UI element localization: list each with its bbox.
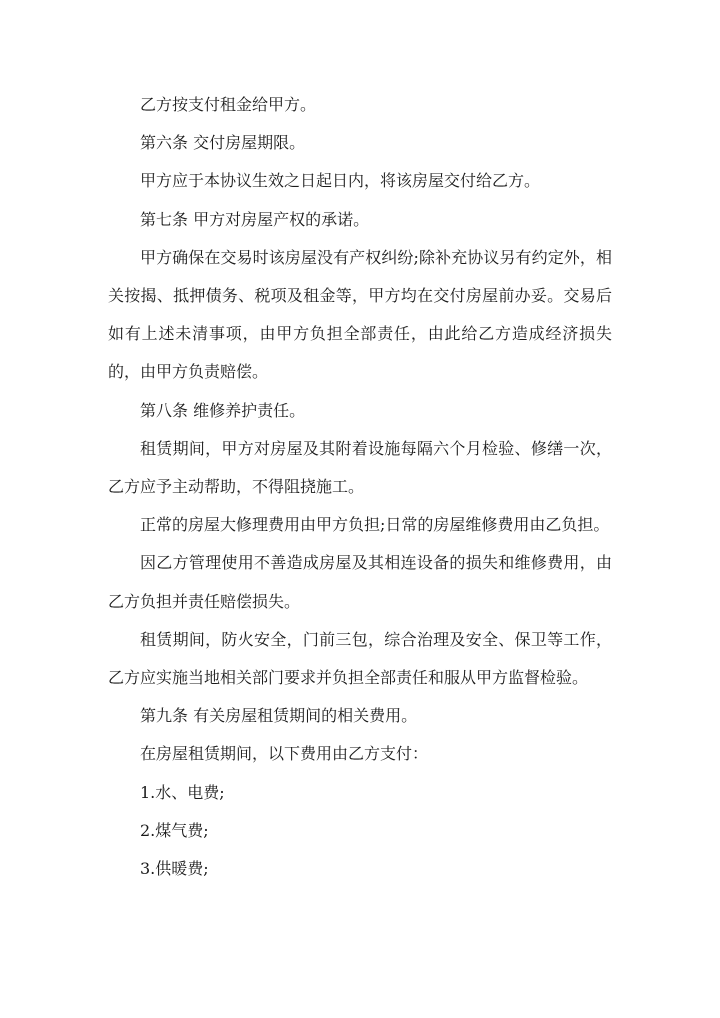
heading-article-9: 第九条 有关房屋租赁期间的相关费用。	[140, 706, 418, 726]
document-body	[108, 86, 612, 888]
list-item-water-electricity: 1.水、电费;	[140, 782, 225, 802]
paragraph-rent-payment: 乙方按支付租金给甲方。	[140, 95, 317, 114]
paragraph-property-rights: 甲方确保在交易时该房屋没有产权纠纷;除补充协议另有约定外，相关按揭、抵押债务、税项及租金等，甲方均在交付房屋前办妥。交易后如有上述未清事项，由甲方负担全部责任，由此给乙方造成经济损失的，由甲方负责赔偿。	[108, 247, 612, 382]
paragraph-damage-liability: 因乙方管理使用不善造成房屋及其相连设备的损失和维修费用，由乙方负担并责任赔偿损失。	[108, 553, 612, 611]
paragraph-inspection: 租赁期间，甲方对房屋及其附着设施每隔六个月检验、修缮一次，乙方应予主动帮助，不得阻挠施工。	[108, 438, 612, 497]
heading-article-7: 第七条 甲方对房屋产权的承诺。	[140, 209, 370, 229]
list-item-heating: 3.供暖费;	[140, 859, 209, 879]
heading-article-8: 第八条 维修养护责任。	[140, 400, 306, 420]
heading-article-6: 第六条 交付房屋期限。	[140, 133, 306, 153]
paragraph-safety: 租赁期间，防火安全，门前三包，综合治理及安全、保卫等工作，乙方应实施当地相关部门要求并负担全部责任和服从甲方监督检验。	[108, 629, 612, 688]
paragraph-delivery: 甲方应于本协议生效之日起日内，将该房屋交付给乙方。	[140, 171, 541, 191]
list-item-gas: 2.煤气费;	[140, 820, 209, 840]
paragraph-fees-intro: 在房屋租赁期间，以下费用由乙方支付：	[140, 744, 429, 764]
paragraph-repair-costs: 正常的房屋大修理费用由甲方负担;日常的房屋维修费用由乙负担。	[140, 515, 610, 535]
